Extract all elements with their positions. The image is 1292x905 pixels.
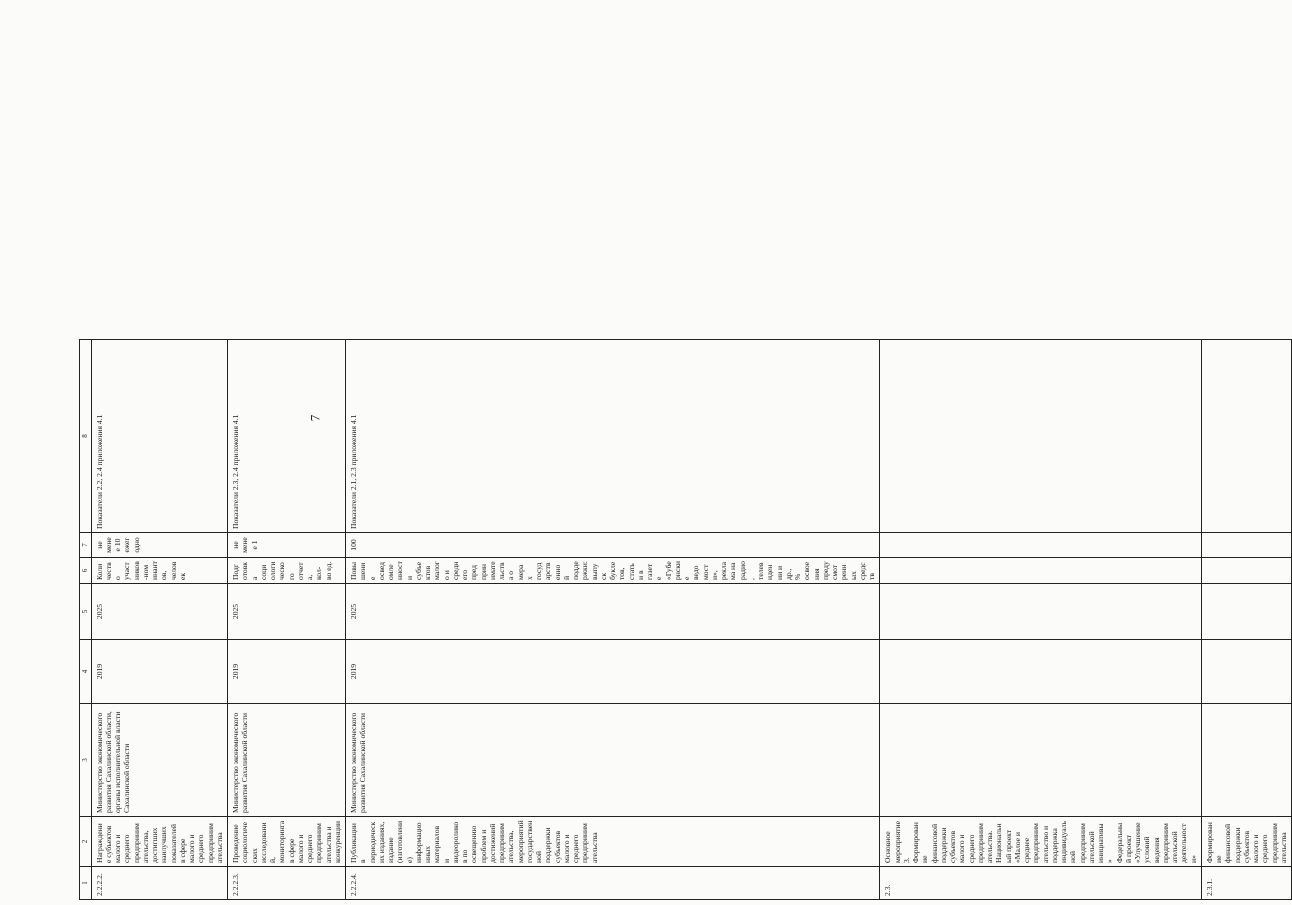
target-value (1201, 533, 1291, 558)
header-col-5: 5 (80, 584, 92, 640)
target-value: не менее 1 (228, 533, 346, 558)
executor (1201, 704, 1291, 817)
table-row (1201, 40, 1291, 900)
indicator (1201, 558, 1291, 584)
start-year: 2019 (228, 640, 346, 704)
row-number: 2.3.1. (1201, 867, 1291, 900)
executor: Министерство экономического развития Сахалинской области (228, 704, 346, 817)
indicator-link (1201, 340, 1291, 533)
table-row (346, 40, 880, 900)
measure-name: Публикации в периодических изданиях, издание (изготовление) информационных материалов и видеороликов по освещению проблем и достижений предпринимательства, мероприятий государственной поддержки субъектов малого и среднего предпринимательства (346, 817, 880, 867)
indicator-link: Показатели 2.3, 2.4 приложения 4.1 (228, 340, 346, 533)
header-col-1: 1 (80, 867, 92, 900)
indicator: Повышение осведомленности субъектов малого и среднего предпринимательства о мерах государственной поддержки: выпуск буклетов, статьи в газете «Губернские ведомости», реклама на радио, телевидении и др., % освоения предусмотренных средств (346, 558, 880, 584)
row-number: 2.2.2.2. (91, 867, 228, 900)
end-year: 2025 (91, 584, 228, 640)
header-row (80, 40, 92, 900)
measure-name: Формирование финансовой поддержки субъектов малого и среднего предпринимательства (1201, 817, 1291, 867)
start-year: 2019 (346, 640, 880, 704)
table-row (91, 40, 228, 900)
indicator: Количество участников-номинантов, человек (91, 558, 228, 584)
row-number: 2.2.2.4. (346, 867, 880, 900)
executor: Министерство экономического развития Сахалинской области, органы исполнительной власти Сахалинской области (91, 704, 228, 817)
table-row (880, 40, 1202, 900)
indicator (880, 558, 1202, 584)
header-col-7: 7 (80, 533, 92, 558)
page-number: 7 (307, 414, 323, 422)
header-col-3: 3 (80, 704, 92, 817)
row-number: 2.3. (880, 867, 1202, 900)
indicator-link: Показатели 2.1, 2.3 приложения 4.1 (346, 340, 880, 533)
program-measures-table (79, 39, 1292, 900)
end-year: 2025 (228, 584, 346, 640)
rotated-table-container (79, 40, 1288, 900)
executor: Министерство экономического развития Сахалинской области (346, 704, 880, 817)
target-value: не менее 10 ежегодно (91, 533, 228, 558)
header-col-6: 6 (80, 558, 92, 584)
end-year (880, 584, 1202, 640)
header-col-8: 8 (80, 340, 92, 533)
indicator: Подготовка социологического отчета, кол-во ед. (228, 558, 346, 584)
end-year (1201, 584, 1291, 640)
measure-name: Награждение субъектов малого и среднего предпринимательства, достигших наилучших показателей в сфере малого и среднего предпринимательства (91, 817, 228, 867)
header-col-4: 4 (80, 640, 92, 704)
indicator-link (880, 340, 1202, 533)
target-value (880, 533, 1202, 558)
table-row (228, 40, 346, 900)
start-year (880, 640, 1202, 704)
header-col-2: 2 (80, 817, 92, 867)
target-value: 100 (346, 533, 880, 558)
row-number: 2.2.2.3. (228, 867, 346, 900)
indicator-link: Показатели 2.2, 2.4 приложения 4.1 (91, 340, 228, 533)
start-year (1201, 640, 1291, 704)
measure-name: Основное мероприятие 3. Формирование финансовой поддержки субъектов малого и среднего предпринимательства. Национальный проект «Малое и среднее предпринимательство и поддержка индивидуальной предпринимательской инициативы» Федеральный проект «Улучшение условий ведения предпринимательской деятельности» (880, 817, 1202, 867)
executor (880, 704, 1202, 817)
end-year: 2025 (346, 584, 880, 640)
start-year: 2019 (91, 640, 228, 704)
measure-name: Проведение социологических исследований, мониторинга в сфере малого и среднего предпринимательства и конкуренции (228, 817, 346, 867)
